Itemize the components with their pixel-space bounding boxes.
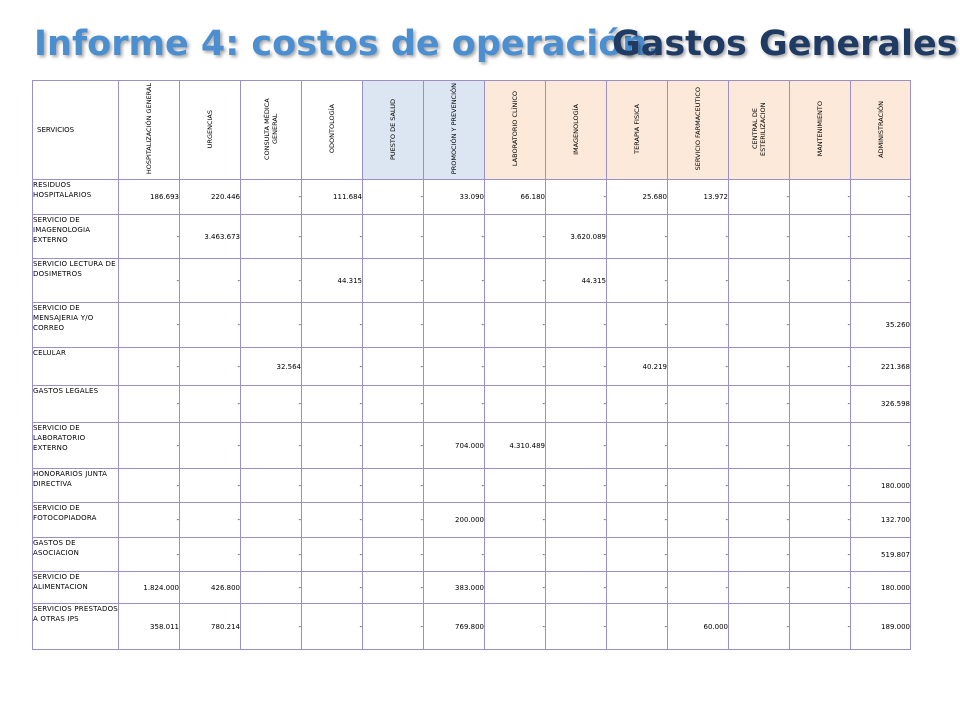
table-cell: 32.564 <box>241 348 302 386</box>
header-imagenologia <box>546 81 607 180</box>
table-row <box>33 259 911 303</box>
table-cell: - <box>668 423 729 469</box>
table-cell: - <box>302 572 363 604</box>
table-cell: - <box>546 348 607 386</box>
table-cell: - <box>302 469 363 503</box>
table-cell: - <box>180 538 241 572</box>
table-cell: - <box>851 215 911 259</box>
table-cell: - <box>241 215 302 259</box>
row-label: SERVICIOS PRESTADOS A OTRAS IPS <box>33 604 119 650</box>
header-label: ODONTOLOGÍA <box>328 104 336 154</box>
table-cell: 33.090 <box>424 180 485 215</box>
table-cell: 35.260 <box>851 303 911 348</box>
table-cell: - <box>180 469 241 503</box>
table-cell: - <box>363 215 424 259</box>
header-label: IMAGENOLOGÍA <box>572 103 580 155</box>
table-cell: - <box>241 503 302 538</box>
header-label: CENTRAL DE ESTERILIZACION <box>751 102 767 156</box>
table-cell: - <box>790 604 851 650</box>
table-row <box>33 572 911 604</box>
table-cell: - <box>241 469 302 503</box>
table-cell: - <box>485 469 546 503</box>
table-cell: - <box>668 259 729 303</box>
table-cell: - <box>302 423 363 469</box>
header-hospitalizacion <box>119 81 180 180</box>
table-cell: - <box>180 386 241 423</box>
table-cell: - <box>607 423 668 469</box>
header-label: URGENCIAS <box>206 109 214 149</box>
table-cell: - <box>729 259 790 303</box>
table-cell: - <box>119 386 180 423</box>
table-cell: 132.700 <box>851 503 911 538</box>
table-cell: 189.000 <box>851 604 911 650</box>
table-cell: - <box>729 604 790 650</box>
table-cell: - <box>790 572 851 604</box>
row-label: SERVICIO DE MENSAJERIA Y/O CORREO <box>33 303 119 348</box>
table-cell: - <box>790 386 851 423</box>
table-cell: - <box>241 423 302 469</box>
table-cell: - <box>729 348 790 386</box>
table-cell: - <box>607 303 668 348</box>
table-cell: - <box>546 386 607 423</box>
table-body <box>33 180 911 650</box>
table-cell: 221.368 <box>851 348 911 386</box>
table-cell: - <box>729 423 790 469</box>
table-cell: - <box>668 348 729 386</box>
table-cell: 40.219 <box>607 348 668 386</box>
header-label: TERAPIA FISICA <box>633 104 641 154</box>
table-cell: - <box>180 348 241 386</box>
costs-table <box>32 80 911 650</box>
table-cell: - <box>790 469 851 503</box>
row-label: SERVICIO LECTURA DE DOSIMETROS <box>33 259 119 303</box>
table-cell: 13.972 <box>668 180 729 215</box>
table-cell: - <box>485 386 546 423</box>
header-label: MANTENIMIENTO <box>816 101 824 157</box>
header-label: CONSULTA MÉDICA GENERAL <box>263 98 279 160</box>
table-cell: - <box>485 604 546 650</box>
table-cell: 358.011 <box>119 604 180 650</box>
table-cell: - <box>668 303 729 348</box>
table-cell: - <box>363 604 424 650</box>
table-cell: - <box>485 503 546 538</box>
table-cell: - <box>729 215 790 259</box>
table-cell: 3.463.673 <box>180 215 241 259</box>
report-title: Informe 4: costos de operación. <box>34 24 661 64</box>
header-urgencias <box>180 81 241 180</box>
row-label: SERVICIO DE ALIMENTACION <box>33 572 119 604</box>
table-cell: - <box>302 503 363 538</box>
header-label: PROMOCIÓN Y PREVENCIÓN <box>450 83 458 175</box>
table-cell: - <box>363 386 424 423</box>
table-cell: - <box>241 180 302 215</box>
table-cell: 426.800 <box>180 572 241 604</box>
table-cell: - <box>790 538 851 572</box>
table-cell: - <box>424 215 485 259</box>
table-cell: - <box>729 386 790 423</box>
table-cell: - <box>241 538 302 572</box>
table-cell: - <box>546 503 607 538</box>
table-cell: - <box>485 348 546 386</box>
table-cell: - <box>546 572 607 604</box>
table-cell: 25.680 <box>607 180 668 215</box>
table-cell: - <box>363 572 424 604</box>
table-cell: 44.315 <box>302 259 363 303</box>
header-consulta-medica <box>241 81 302 180</box>
table-cell: 180.000 <box>851 572 911 604</box>
table-cell: - <box>363 423 424 469</box>
table-cell: - <box>851 423 911 469</box>
header-servicio-farmaceutico <box>668 81 729 180</box>
table-cell: - <box>119 423 180 469</box>
table-cell: - <box>729 538 790 572</box>
table-cell: - <box>424 303 485 348</box>
table-cell: - <box>607 469 668 503</box>
header-label: HOSPITALIZACIÓN GENERAL <box>145 83 153 175</box>
table-cell: - <box>363 259 424 303</box>
table-cell: - <box>729 503 790 538</box>
table-cell: - <box>851 180 911 215</box>
table-cell: - <box>119 303 180 348</box>
table-cell: 186.693 <box>119 180 180 215</box>
table-cell: - <box>729 303 790 348</box>
table-cell: - <box>668 215 729 259</box>
table-cell: - <box>241 604 302 650</box>
table-cell: - <box>424 348 485 386</box>
row-label: SERVICIO DE FOTOCOPIADORA <box>33 503 119 538</box>
table-cell: 4.310.489 <box>485 423 546 469</box>
table-cell: - <box>424 538 485 572</box>
table-cell: - <box>790 348 851 386</box>
table-cell: 220.446 <box>180 180 241 215</box>
table-cell: - <box>607 503 668 538</box>
table-cell: - <box>607 259 668 303</box>
table-cell: 3.620.089 <box>546 215 607 259</box>
table-cell: - <box>180 259 241 303</box>
report-subtitle: Gastos Generales <box>612 24 958 64</box>
table-cell: - <box>485 259 546 303</box>
table-cell: - <box>546 538 607 572</box>
table-cell: - <box>424 386 485 423</box>
table-cell: - <box>546 604 607 650</box>
table-cell: - <box>363 538 424 572</box>
table-cell: - <box>607 386 668 423</box>
table-cell: - <box>241 303 302 348</box>
table-cell: - <box>790 259 851 303</box>
header-label: SERVICIO FARMACEUTICO <box>694 87 702 171</box>
table-cell: - <box>790 303 851 348</box>
table-cell: - <box>424 469 485 503</box>
table-cell: - <box>180 303 241 348</box>
header-label: LABORATORIO CLÍNICO <box>511 91 519 167</box>
table-cell: - <box>363 180 424 215</box>
table-cell: - <box>790 503 851 538</box>
header-servicios: SERVICIOS <box>33 81 119 180</box>
table-cell: - <box>119 348 180 386</box>
table-cell: 519.807 <box>851 538 911 572</box>
table-cell: - <box>729 572 790 604</box>
table-cell: 200.000 <box>424 503 485 538</box>
table-cell: - <box>485 303 546 348</box>
table-cell: - <box>241 386 302 423</box>
table-cell: - <box>363 503 424 538</box>
header-laboratorio <box>485 81 546 180</box>
table-cell: - <box>729 469 790 503</box>
table-cell: 1.824.000 <box>119 572 180 604</box>
table-cell: - <box>485 538 546 572</box>
table-cell: 180.000 <box>851 469 911 503</box>
table-row <box>33 423 911 469</box>
table-cell: - <box>546 303 607 348</box>
table-cell: - <box>607 572 668 604</box>
table-cell: - <box>607 604 668 650</box>
header-puesto-salud <box>363 81 424 180</box>
table-cell: - <box>668 538 729 572</box>
row-label: GASTOS LEGALES <box>33 386 119 423</box>
table-cell: - <box>302 386 363 423</box>
title-row <box>0 0 960 80</box>
header-label: ADMINISTRACIÓN <box>876 100 885 158</box>
table-cell: - <box>668 572 729 604</box>
table-cell: - <box>180 503 241 538</box>
table-cell: - <box>546 423 607 469</box>
table-cell: - <box>119 215 180 259</box>
table-cell: - <box>668 469 729 503</box>
header-mantenimiento <box>790 81 851 180</box>
table-row <box>33 303 911 348</box>
header-central-esterilizacion <box>729 81 790 180</box>
table-cell: - <box>241 259 302 303</box>
table-cell: - <box>668 503 729 538</box>
table-cell: - <box>485 215 546 259</box>
table-cell: 769.800 <box>424 604 485 650</box>
table-cell: - <box>241 572 302 604</box>
table-cell: - <box>180 423 241 469</box>
table-cell: - <box>424 259 485 303</box>
table-cell: 44.315 <box>546 259 607 303</box>
row-label: RESIDUOS HOSPITALARIOS <box>33 180 119 215</box>
table-cell: - <box>363 303 424 348</box>
header-promocion-prevencion <box>424 81 485 180</box>
header-administracion <box>851 81 911 180</box>
table-cell: 111.684 <box>302 180 363 215</box>
table-row <box>33 215 911 259</box>
table-cell: - <box>119 538 180 572</box>
table-row <box>33 604 911 650</box>
table-cell: 704.000 <box>424 423 485 469</box>
table-cell: 383.000 <box>424 572 485 604</box>
table-cell: - <box>119 503 180 538</box>
table-cell: - <box>119 469 180 503</box>
table-cell: 780.214 <box>180 604 241 650</box>
table-row <box>33 469 911 503</box>
table-row <box>33 180 911 215</box>
table-cell: - <box>302 604 363 650</box>
table-cell: - <box>363 469 424 503</box>
header-row <box>33 81 911 180</box>
table-row <box>33 386 911 423</box>
header-odontologia <box>302 81 363 180</box>
table-cell: - <box>302 348 363 386</box>
row-label: HONORARIOS JUNTA DIRECTIVA <box>33 469 119 503</box>
table-cell: - <box>607 538 668 572</box>
table-cell: - <box>729 180 790 215</box>
table-row <box>33 538 911 572</box>
table-cell: - <box>607 215 668 259</box>
header-label: PUESTO DE SALUD <box>389 98 397 160</box>
table-cell: 326.598 <box>851 386 911 423</box>
table-cell: - <box>851 259 911 303</box>
header-terapia-fisica <box>607 81 668 180</box>
row-label: GASTOS DE ASOCIACION <box>33 538 119 572</box>
table-cell: - <box>302 538 363 572</box>
table-cell: - <box>302 303 363 348</box>
table-cell: - <box>790 215 851 259</box>
table-row <box>33 503 911 538</box>
table-cell: - <box>790 423 851 469</box>
table-cell: - <box>546 469 607 503</box>
table-cell: 60.000 <box>668 604 729 650</box>
table-cell: - <box>363 348 424 386</box>
table-cell: - <box>485 572 546 604</box>
table-cell: - <box>546 180 607 215</box>
table-cell: - <box>119 259 180 303</box>
row-label: SERVICIO DE IMAGENOLOGIA EXTERNO <box>33 215 119 259</box>
table-row <box>33 348 911 386</box>
row-label: SERVICIO DE LABORATORIO EXTERNO <box>33 423 119 469</box>
table-cell: 66.180 <box>485 180 546 215</box>
table-cell: - <box>790 180 851 215</box>
table-cell: - <box>668 386 729 423</box>
row-label: CELULAR <box>33 348 119 386</box>
table-cell: - <box>302 215 363 259</box>
